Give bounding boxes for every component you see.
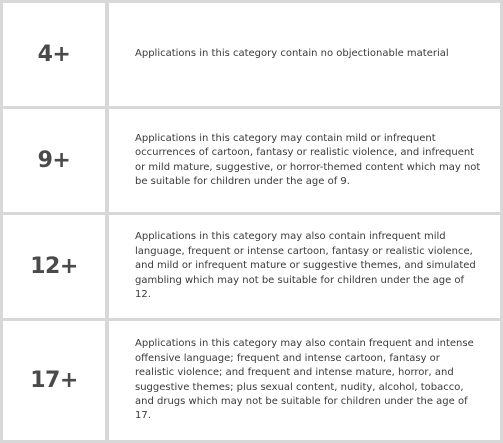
rating-description: Applications in this category may also contain frequent and intense offensive language; frequent and intense cartoon, fantasy or realistic violence; and frequent and intense mature, horror, and suggestive themes; plus sexual content, nudity, alcohol, tobacco, and drugs which may not be suitable for children under the age of 17.: [135, 338, 474, 422]
table-row: [3, 321, 500, 440]
rating-description: Applications in this category may also contain infrequent mild language, frequent or intense cartoon, fantasy or realistic violence, and mild or infrequent mature or suggestive themes, and simulated gambling which may not be suitable for children under the age of 12.: [135, 231, 476, 301]
rating-label: 9+: [3, 109, 105, 212]
rating-description-cell: [109, 109, 500, 212]
rating-description-cell: [109, 321, 500, 440]
rating-description-cell: [109, 215, 500, 318]
rating-label: 17+: [3, 321, 105, 440]
table-row: [3, 3, 500, 106]
table-row: [3, 109, 500, 212]
rating-description: Applications in this category may contain mild or infrequent occurrences of cartoon, fantasy or realistic violence, and infrequent or mild mature, suggestive, or horror-themed content which may not be suitable for children under the age of 9.: [135, 132, 481, 187]
rating-description: Applications in this category contain no objectionable material: [135, 48, 449, 60]
rating-description-cell: [109, 3, 500, 106]
rating-label: 12+: [3, 215, 105, 318]
rating-label: 4+: [3, 3, 105, 106]
table-row: [3, 215, 500, 318]
